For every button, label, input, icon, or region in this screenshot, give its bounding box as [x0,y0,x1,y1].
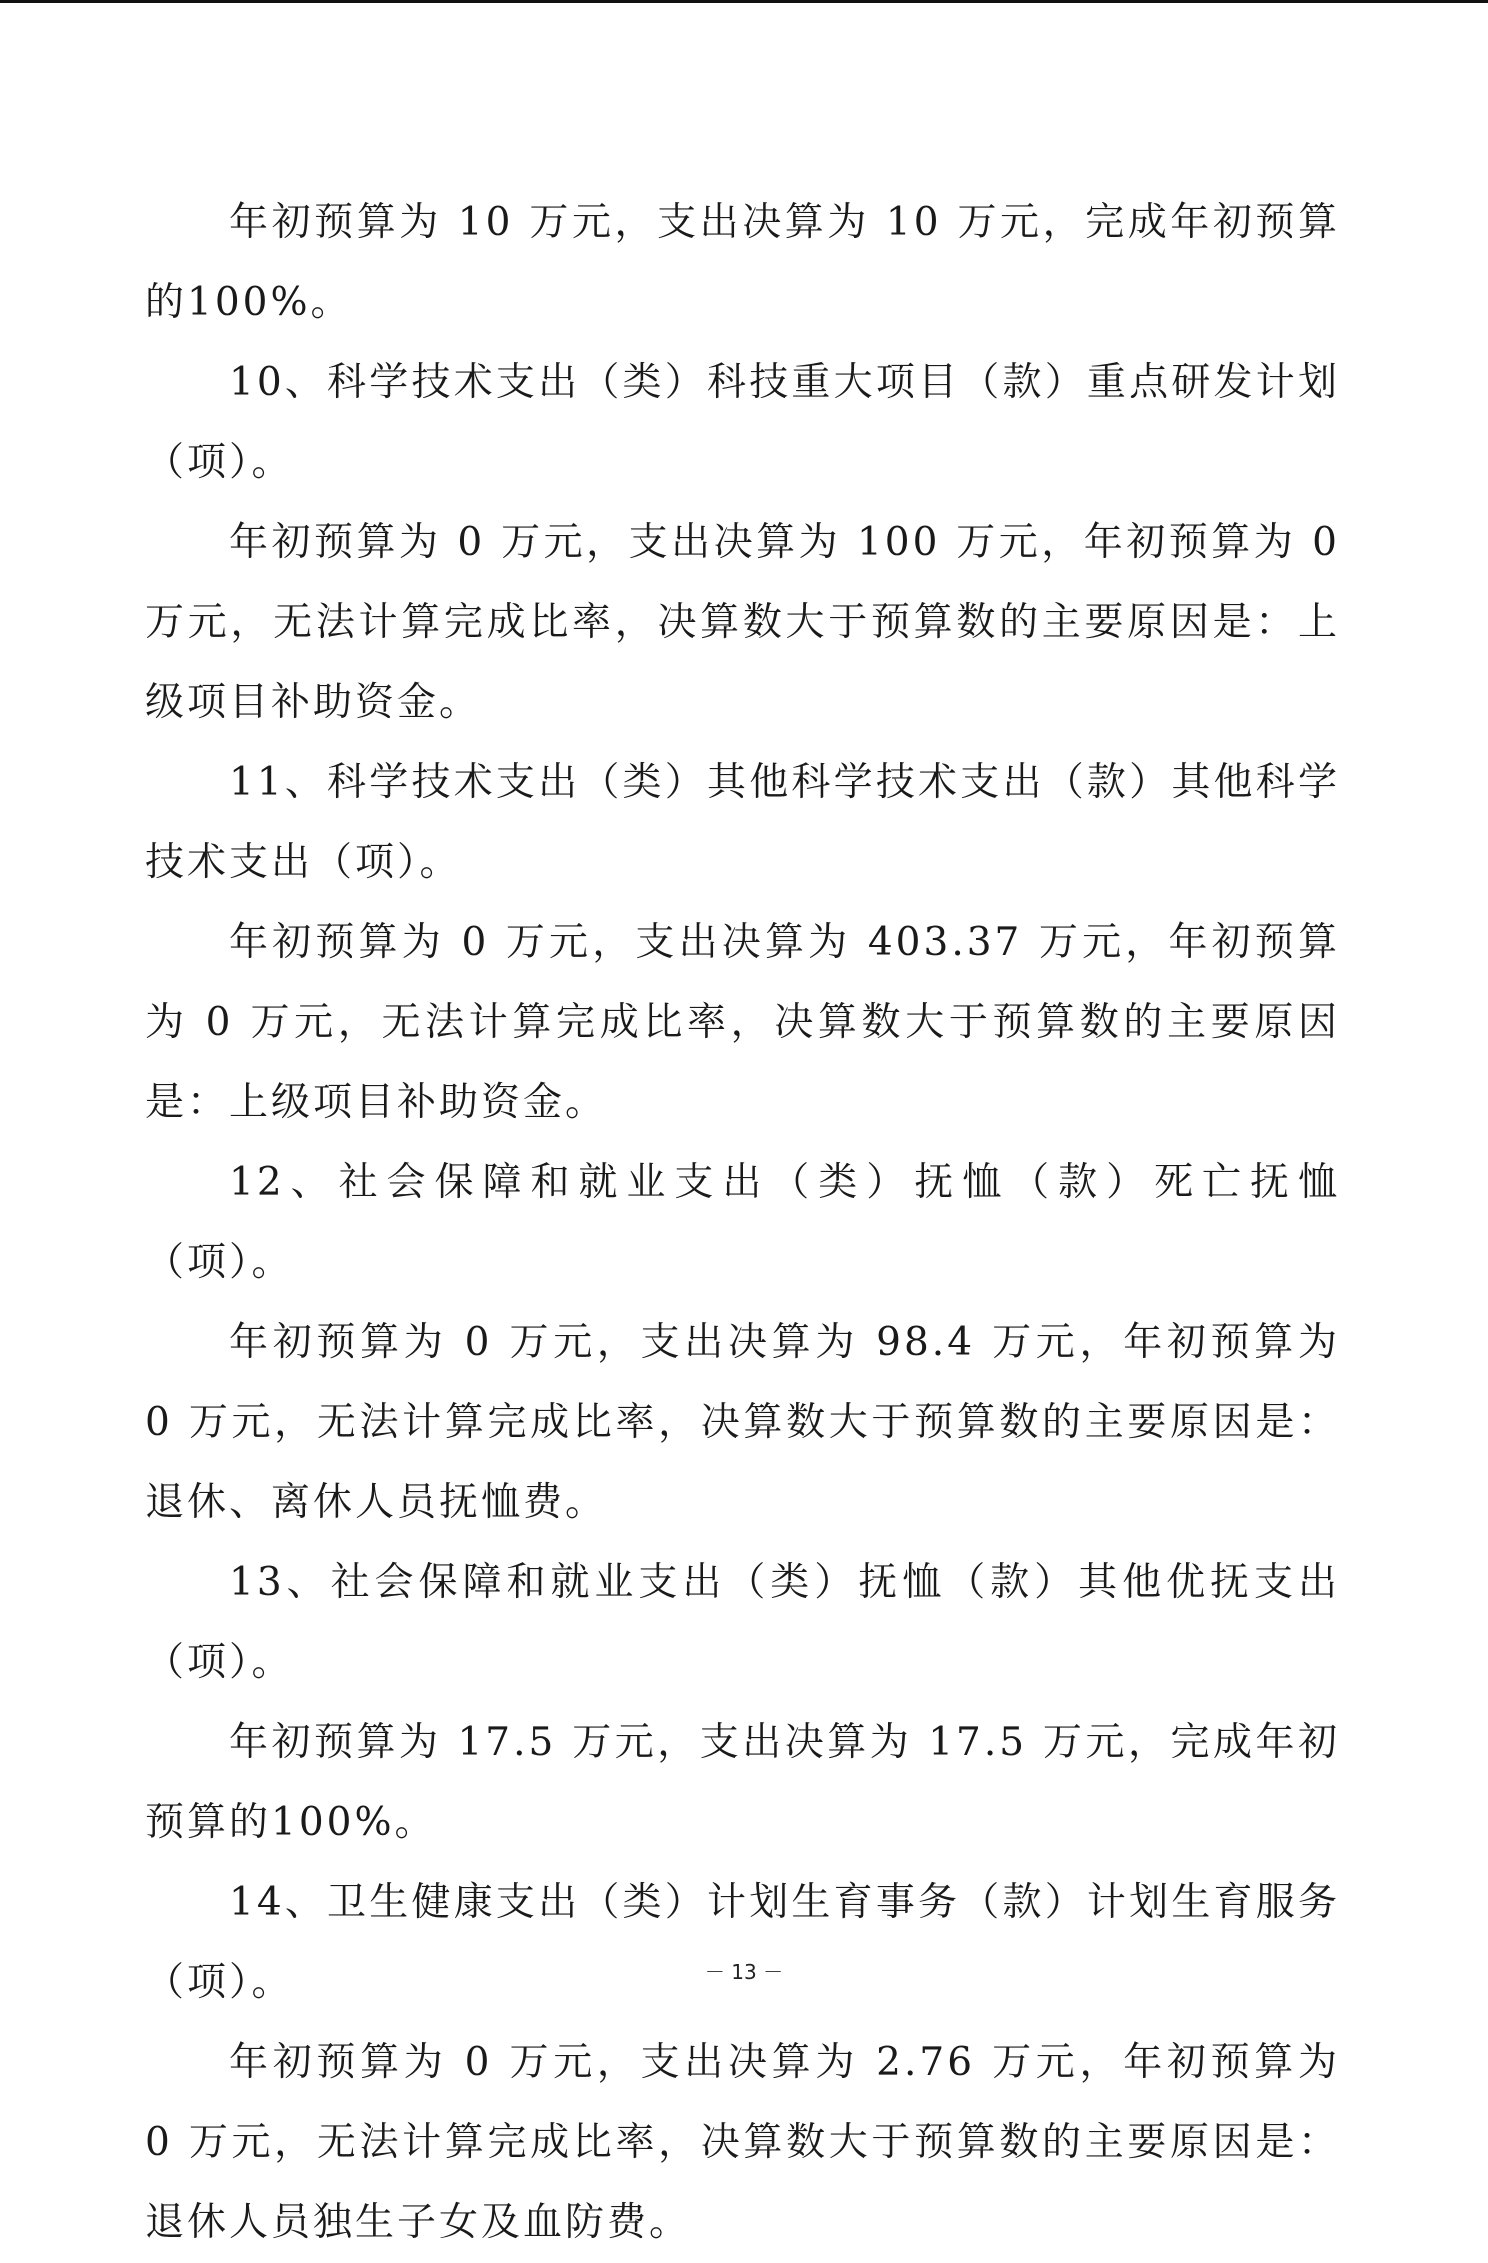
document-body [145,183,1340,2263]
paragraph-item-11-detail: 年初预算为 0 万元，支出决算为 403.37 万元，年初预算为 0 万元，无法计算完成比率，决算数大于预算数的主要原因是：上级项目补助资金。 [145,920,1340,1125]
paragraph-item-14-detail: 年初预算为 0 万元，支出决算为 2.76 万元，年初预算为 0 万元，无法计算完成比率，决算数大于预算数的主要原因是：退休人员独生子女及血防费。 [145,2040,1340,2245]
paragraph-item-12-detail: 年初预算为 0 万元，支出决算为 98.4 万元，年初预算为 0 万元，无法计算完成比率，决算数大于预算数的主要原因是：退休、离休人员抚恤费。 [145,1320,1340,1525]
paragraph-budget-100-percent: 年初预算为 10 万元，支出决算为 10 万元，完成年初预算的100%。 [145,200,1340,325]
paragraph-item-13-heading: 13、社会保障和就业支出（类）抚恤（款）其他优抚支出（项）。 [145,1560,1340,1685]
paragraph-item-13-detail: 年初预算为 17.5 万元，支出决算为 17.5 万元，完成年初预算的100%。 [145,1720,1340,1845]
paragraph-item-14-heading: 14、卫生健康支出（类）计划生育事务（款）计划生育服务（项）。 [145,1880,1340,2005]
paragraph-item-11-heading: 11、科学技术支出（类）其他科学技术支出（款）其他科学技术支出（项）。 [145,760,1340,885]
page-number: － 13 － [704,1960,784,1984]
paragraph-item-10-heading: 10、科学技术支出（类）科技重大项目（款）重点研发计划（项）。 [145,360,1340,485]
paragraph-item-10-detail: 年初预算为 0 万元，支出决算为 100 万元，年初预算为 0 万元，无法计算完成比率，决算数大于预算数的主要原因是：上级项目补助资金。 [145,520,1340,725]
paragraph-item-12-heading: 12、社会保障和就业支出（类）抚恤（款）死亡抚恤（项）。 [145,1160,1340,1285]
